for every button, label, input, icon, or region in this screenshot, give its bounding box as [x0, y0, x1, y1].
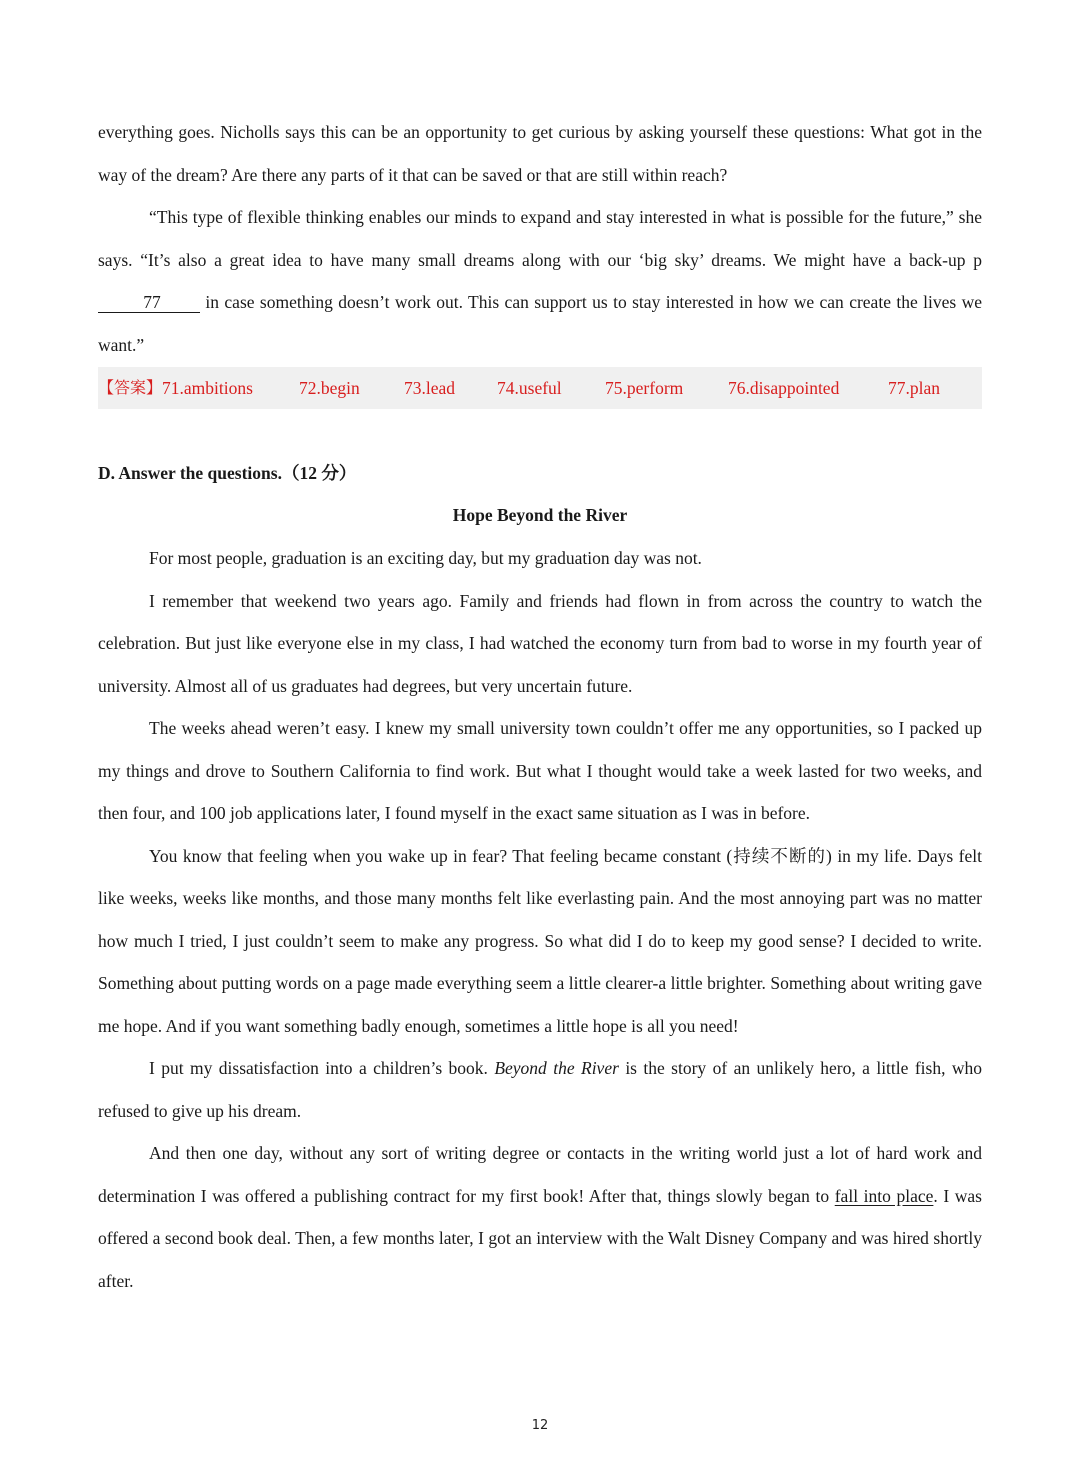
section-heading: D. Answer the questions.（12 分）: [98, 463, 357, 483]
passage-paragraph: I remember that weekend two years ago. Family and friends had flown in from across the country to watch the celebration. But just like everyone else in my class, I had watched the economy turn from bad to worse in my fourth year of university. Almost all of us graduates had degrees, but very uncertain future.: [98, 590, 982, 696]
text-before-book-title: I put my dissatisfaction into a children’s book.: [149, 1058, 495, 1078]
text-before-underline: And then one day, without any sort of writing degree or contacts in the writing world just a lot of hard work and determination I was offered a publishing contract for my first book! After that, things slowly began to: [98, 1143, 982, 1206]
answer-77: 77.plan: [888, 378, 941, 398]
passage-paragraph: [98, 1132, 982, 1302]
answer-label: 【答案】: [98, 378, 163, 397]
passage-paragraph: everything goes. Nicholls says this can be an opportunity to get curious by asking yourself these questions: What got in the way of the dream? Are there any parts of it that can be saved or that are still within reach?: [98, 122, 982, 185]
passage-paragraph: The weeks ahead weren’t easy. I knew my small university town couldn’t offer me any opportunities, so I packed up my things and drove to Southern California to find work. But what I thought would take a week lasted for two weeks, and then four, and 100 job applications later, I found myself in the exact same situation as I was in before.: [98, 718, 982, 823]
answer-74: 74.useful: [497, 378, 562, 398]
underlined-phrase: fall into place: [834, 1185, 934, 1206]
passage-paragraph: You know that feeling when you wake up in fear? That feeling became constant (持续不断的) in my life. Days felt like weeks, weeks like months, and those many months felt like everlasting pain. And the most annoying part was no matter how much I tried, I just couldn’t seem to make any progress. So what did I do to keep my good sense? I decided to write. Something about putting words on a page made everything seem a little clearer-a little brighter. Something about writing gave me hope. And if you want something badly enough, sometimes a little hope is all you need!: [98, 845, 982, 1036]
answer-71: 71.ambitions: [162, 378, 253, 398]
book-title: Beyond the River: [494, 1058, 619, 1078]
text-after-book-title: is the story of an unlikely hero, a little fish, who refused to give up his dream.: [98, 1058, 982, 1121]
passage-title: Hope Beyond the River: [452, 505, 628, 525]
answer-75: 75.perform: [605, 378, 684, 398]
answer-72: 72.begin: [299, 378, 360, 398]
page-content: [98, 111, 982, 1302]
answer-76: 76.disappointed: [728, 378, 840, 398]
spacer: [98, 409, 982, 452]
text-before-blank: “This type of flexible thinking enables our minds to expand and stay interested in what is possible for the future,” she says. “It’s also a great idea to have many small dreams along with our ‘big sky’ dreams. We might have a back-up p: [98, 207, 982, 270]
text-after-underline: . I was offered a second book deal. Then, a few months later, I got an interview with the Walt Disney Company and was hired shortly after.: [98, 1185, 982, 1291]
passage-paragraph: [98, 1047, 982, 1132]
answer-key: [98, 367, 982, 409]
text-after-blank: in case something doesn’t work out. This can support us to stay interested in how we can create the lives we want.”: [98, 292, 982, 355]
answer-blank-77: 77: [98, 292, 200, 313]
answer-73: 73.lead: [404, 378, 456, 398]
passage-paragraph: For most people, graduation is an exciting day, but my graduation day was not.: [149, 548, 702, 568]
passage-paragraph-with-blank: [98, 196, 982, 366]
page-number: 12: [531, 1418, 549, 1433]
